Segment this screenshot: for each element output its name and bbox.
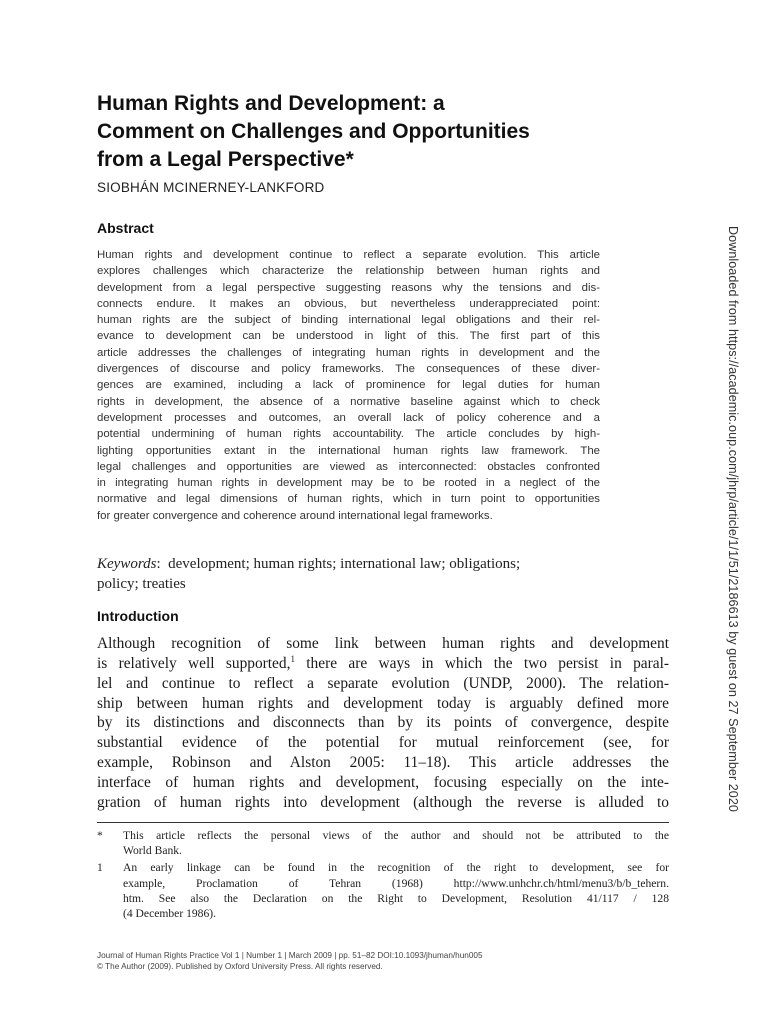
- abstract-line: divergences of discourse and policy frameworks. The consequences of these diver-: [97, 363, 600, 376]
- abstract-heading: Abstract: [97, 220, 154, 236]
- footnote-line: An early linkage can be found in the recognition of the right to development, see for: [123, 861, 669, 875]
- intro-line: substantial evidence of the potential for mutual reinforcement (see, for: [97, 734, 669, 752]
- abstract-line: for greater convergence and coherence around international legal frameworks.: [97, 509, 493, 522]
- footnote-line: This article reflects the personal views of the author and should not be attributed to the: [123, 829, 669, 842]
- footnote-line: htm. See also the Declaration on the Right to Development, Resolution 41/117 / 128: [123, 891, 669, 905]
- footnote-line: (4 December 1986).: [123, 907, 217, 921]
- footnote-line: World Bank.: [123, 844, 182, 858]
- intro-line: [97, 654, 669, 674]
- article-title: [97, 90, 657, 174]
- journal-info: [97, 951, 483, 972]
- keywords: Keywords: development; human rights; international law; obligations; policy; treaties: [97, 556, 521, 592]
- footnote-asterisk: [97, 828, 669, 858]
- footnote-line[interactable]: example, Proclamation of Tehran (1968) http://www.unhchr.ch/html/menu3/b/b_tehern.: [123, 876, 669, 890]
- author-name: SIOBHÁN MCINERNEY-LANKFORD: [97, 180, 325, 195]
- abstract-line: article addresses the challenges of integrating human rights in development and the: [97, 346, 600, 359]
- abstract-line: human rights are the subject of binding international legal obligations and their rel-: [97, 314, 600, 327]
- abstract-line: potential undermining of human rights accountability. The article concludes by high-: [97, 428, 600, 441]
- abstract-line: gences are examined, including a lack of prominence for legal duties for human: [97, 379, 600, 392]
- copyright-notice: © The Author (2009). Published by Oxford University Press. All rights reserved.: [97, 961, 383, 971]
- keywords-label: Keywords: [97, 556, 157, 572]
- download-note-text: Downloaded from https://academic.oup.com/jhrp/article/1/1/51/2186613 by guest on 27 September 2020: [726, 226, 740, 812]
- abstract-line: in integrating human rights in development may be to be rooted in a neglect of the: [97, 477, 600, 490]
- abstract-line: connects endure. It makes an obvious, but nevertheless underappreciated point:: [97, 297, 600, 310]
- abstract-line: development processes and outcomes, an overall lack of policy coherence and a: [97, 411, 600, 424]
- intro-line: lel and continue to reflect a separate evolution (UNDP, 2000). The relation-: [97, 674, 669, 692]
- title-line: Comment on Challenges and Opportunities: [97, 120, 530, 143]
- abstract-line: rights in development, the absence of a normative baseline against which to check: [97, 395, 600, 408]
- abstract-line: legal challenges and opportunities are viewed as interconnected: obstacles confronted: [97, 460, 600, 473]
- footnote-ref-1[interactable]: 1: [290, 653, 295, 664]
- abstract-line: evance to development can be understood in light of this. The first part of this: [97, 330, 600, 343]
- intro-line: gration of human rights into development (although the reverse is alluded to: [97, 793, 669, 811]
- abstract-line: normative and legal dimensions of human rights, which in turn point to opportunities: [97, 493, 600, 506]
- intro-line: Although recognition of some link between human rights and development: [97, 635, 669, 652]
- download-watermark: [723, 226, 757, 812]
- introduction-heading: Introduction: [97, 608, 179, 624]
- title-line: from a Legal Perspective*: [97, 148, 354, 171]
- keywords-line-1: development; human rights; international law; obligations;: [168, 556, 521, 572]
- abstract-line: explores challenges which characterize the relationship between human rights and: [97, 265, 600, 278]
- journal-citation: Journal of Human Rights Practice Vol 1 | Number 1 | March 2009 | pp. 51–82 DOI:10.1093/jhuman/hun005: [97, 951, 483, 960]
- keywords-line-2: policy; treaties: [97, 576, 186, 592]
- abstract-line: lighting opportunities extant in the international human rights law framework. The: [97, 444, 600, 457]
- footnote-mark: *: [97, 829, 103, 842]
- intro-line: ship between human rights and development today is arguably defined more: [97, 694, 669, 712]
- footnotes: [97, 828, 669, 923]
- intro-line: example, Robinson and Alston 2005: 11–18). This article addresses the: [97, 754, 669, 772]
- abstract-line: Human rights and development continue to reflect a separate evolution. This article: [97, 249, 600, 261]
- footnote-mark: 1: [97, 861, 103, 875]
- abstract-text: [97, 247, 600, 524]
- intro-text-before-ref: is relatively well supported,: [97, 654, 291, 672]
- footnote-divider: [97, 822, 669, 823]
- title-line: Human Rights and Development: a: [97, 92, 445, 115]
- intro-line: by its distinctions and disconnects than by its points of convergence, despite: [97, 714, 669, 732]
- footnote-1: [97, 860, 669, 921]
- intro-text-after-ref: there are ways in which the two persist in paral-: [294, 654, 669, 672]
- intro-line: interface of human rights and development, focusing especially on the inte-: [97, 773, 669, 791]
- abstract-line: development from a legal perspective suggesting reasons why the tensions and dis-: [97, 281, 600, 294]
- introduction-text: [97, 634, 669, 813]
